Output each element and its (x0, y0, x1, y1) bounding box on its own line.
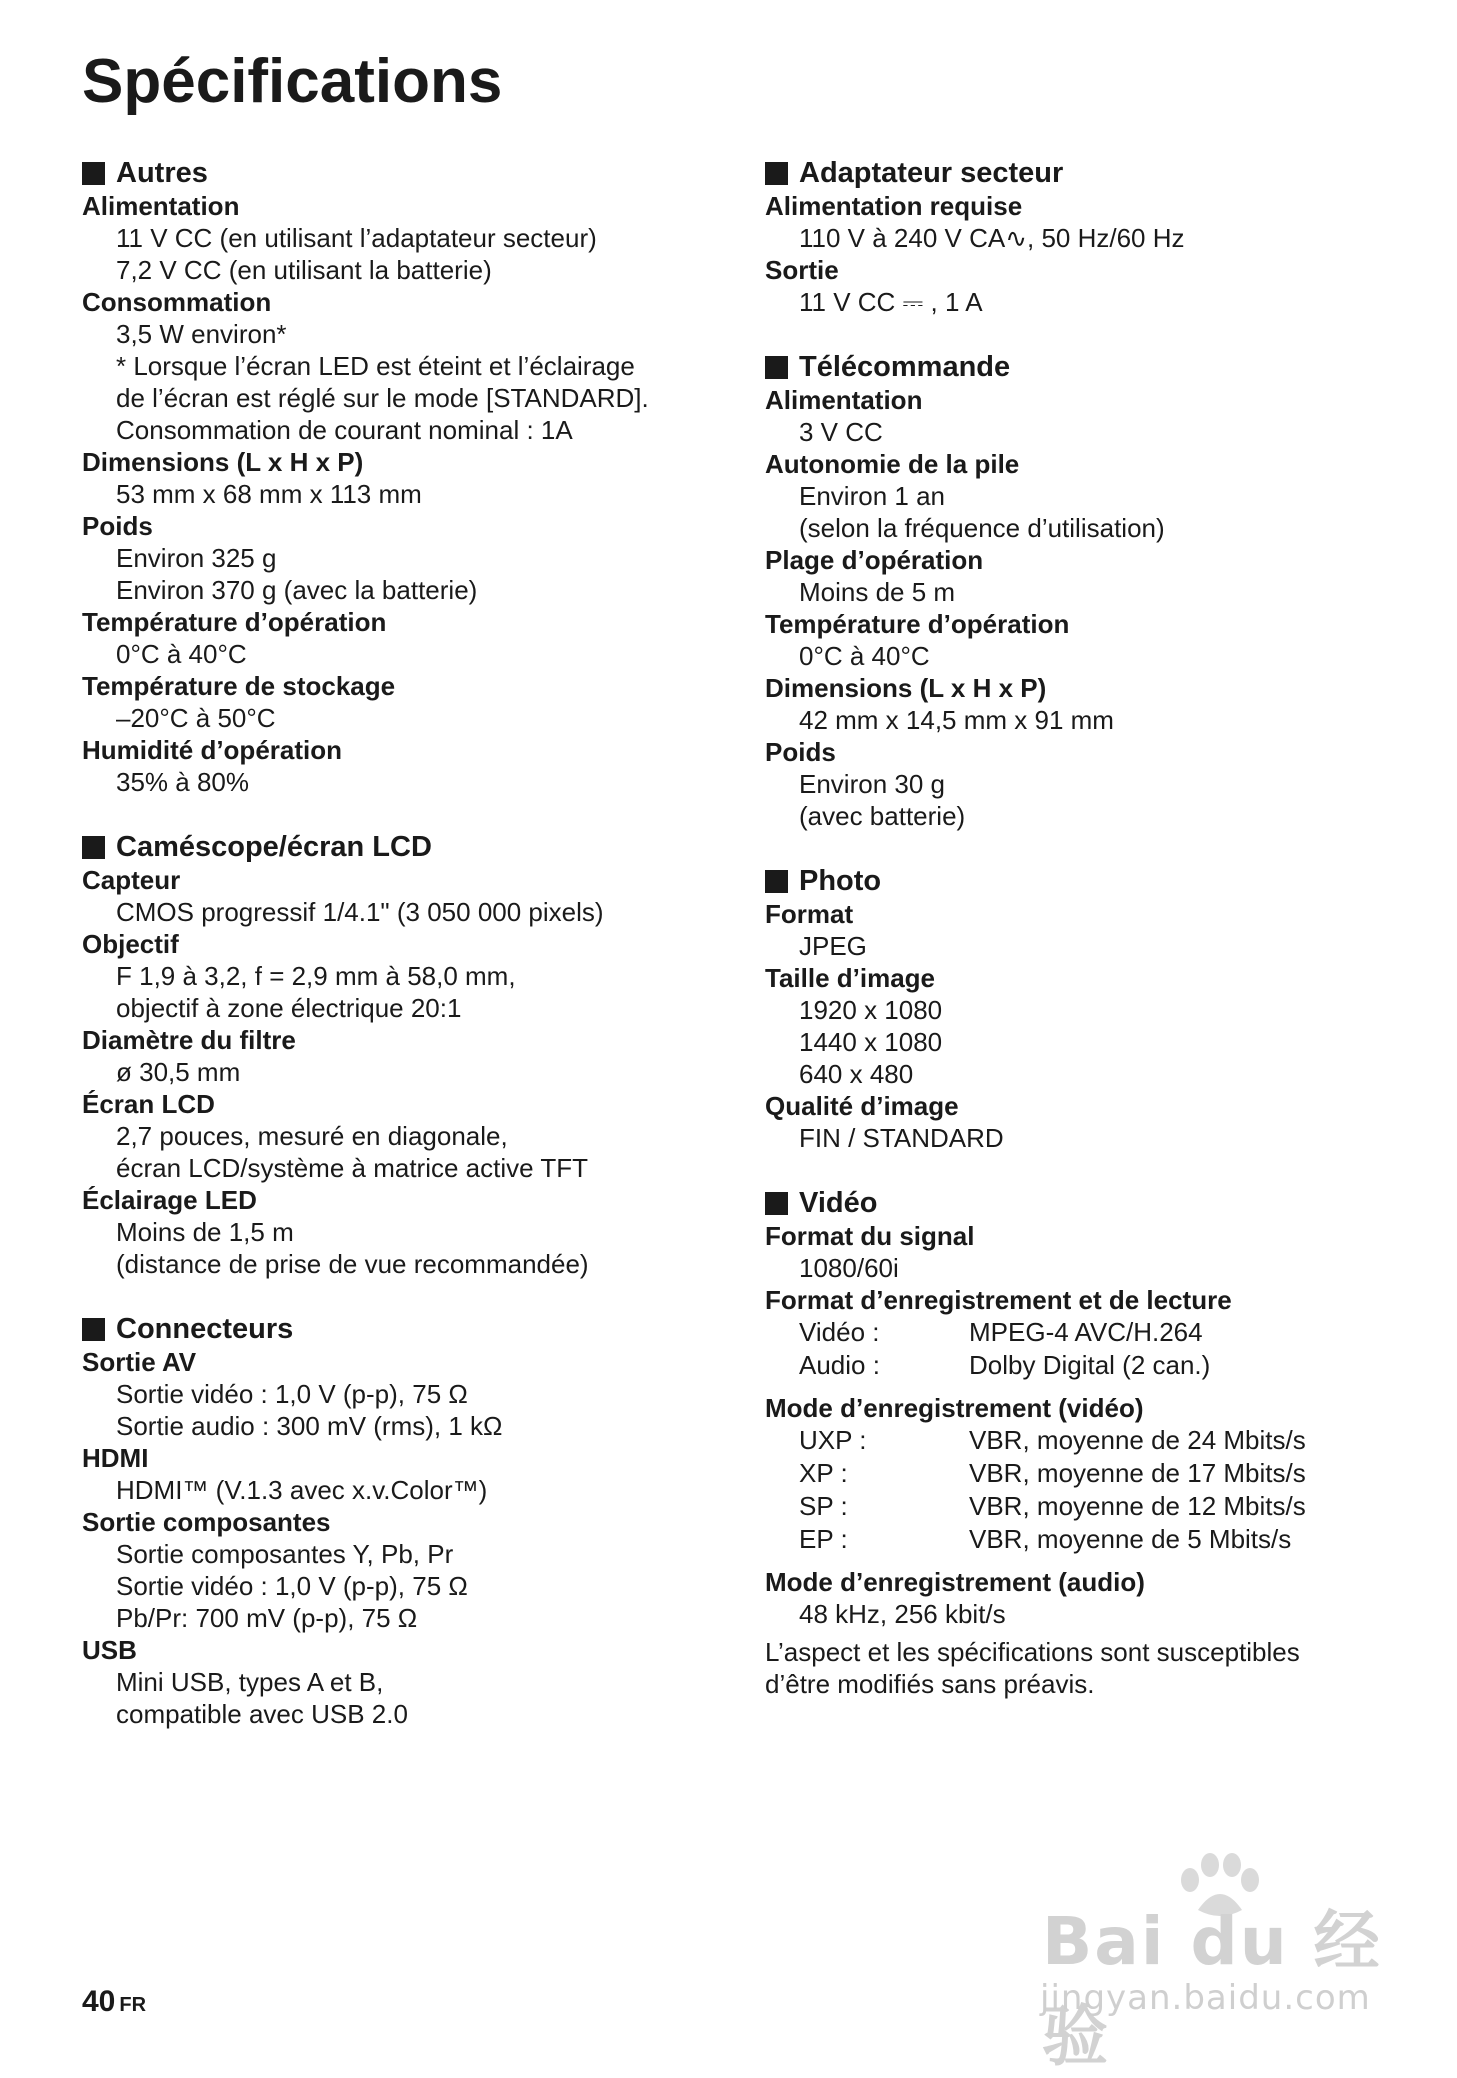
section-heading-text: Adaptateur secteur (799, 157, 1064, 189)
spec-value: 11 V CC (en utilisant l’adaptateur secteur) (116, 223, 597, 253)
section-heading-text: Photo (799, 865, 882, 897)
section-heading-text: Connecteurs (116, 1313, 294, 1345)
spec-value: 110 V à 240 V CA∿, 50 Hz/60 Hz (799, 223, 1185, 253)
section-video (765, 1186, 1405, 1700)
spec-label: Dimensions (L x H x P) (765, 673, 1047, 703)
spec-label: Éclairage LED (82, 1185, 257, 1215)
spec-value: Sortie composantes Y, Pb, Pr (116, 1539, 454, 1569)
notice-line: d’être modifiés sans préavis. (765, 1669, 1095, 1699)
watermark-brand: Bai du 经验 (1042, 1903, 1382, 2075)
spec-value: Moins de 5 m (799, 577, 956, 607)
section-heading-text: Caméscope/écran LCD (116, 831, 432, 863)
kv-row (765, 1424, 1405, 1457)
spec-label: Sortie composantes (82, 1507, 331, 1537)
spec-label: Sortie (765, 255, 839, 285)
spec-label: Format (765, 899, 854, 929)
spec-label: Température d’opération (765, 609, 1070, 639)
spec-value: compatible avec USB 2.0 (116, 1699, 408, 1729)
section-heading (765, 864, 1405, 898)
spec-label: Format du signal (765, 1221, 975, 1251)
square-bullet-icon (765, 1192, 788, 1215)
square-bullet-icon (82, 836, 105, 859)
spec-value: objectif à zone électrique 20:1 (116, 993, 462, 1023)
spec-value: Environ 30 g (799, 769, 945, 799)
kv-row (765, 1349, 1405, 1382)
spec-label: Dimensions (L x H x P) (82, 447, 364, 477)
spec-section (82, 830, 722, 1280)
kv-row (765, 1316, 1405, 1349)
section-heading (765, 156, 1405, 190)
spec-value: 11 V CC ⎓ , 1 A (799, 287, 983, 317)
kv-row (765, 1490, 1405, 1523)
spec-value: * Lorsque l’écran LED est éteint et l’éclairage (116, 351, 635, 381)
spec-label: Température de stockage (82, 671, 396, 701)
spec-value: 3 V CC (799, 417, 883, 447)
square-bullet-icon (82, 1318, 105, 1341)
spec-value: Environ 370 g (avec la batterie) (116, 575, 478, 605)
page-footer (82, 1985, 146, 2019)
spec-label: Taille d’image (765, 963, 936, 993)
spec-label: Mode d’enregistrement (audio) (765, 1567, 1145, 1597)
spec-section (765, 350, 1405, 832)
notice-line: L’aspect et les spécifications sont susceptibles (765, 1637, 1300, 1667)
spec-value: ø 30,5 mm (116, 1057, 241, 1087)
kv-key: XP : (799, 1458, 848, 1488)
watermark (1030, 1840, 1410, 2075)
spec-value: FIN / STANDARD (799, 1123, 1004, 1153)
spec-label: Poids (765, 737, 836, 767)
spec-value: Pb/Pr: 700 mV (p-p), 75 Ω (116, 1603, 418, 1633)
spec-label: Format d’enregistrement et de lecture (765, 1285, 1232, 1315)
spec-value: F 1,9 à 3,2, f = 2,9 mm à 58,0 mm, (116, 961, 516, 991)
spec-value: 0°C à 40°C (116, 639, 247, 669)
kv-value: MPEG-4 AVC/H.264 (969, 1317, 1203, 1347)
kv-key: EP : (799, 1524, 848, 1554)
spec-value: 35% à 80% (116, 767, 249, 797)
spec-value: Sortie vidéo : 1,0 V (p-p), 75 Ω (116, 1379, 468, 1409)
page-title: Spécifications (82, 47, 503, 116)
spec-value: 53 mm x 68 mm x 113 mm (116, 479, 422, 509)
spec-value: 1920 x 1080 (799, 995, 943, 1025)
spec-label: Objectif (82, 929, 179, 959)
spec-label: Alimentation requise (765, 191, 1023, 221)
spec-label: Température d’opération (82, 607, 387, 637)
kv-value: Dolby Digital (2 can.) (969, 1350, 1211, 1380)
spec-value: écran LCD/système à matrice active TFT (116, 1153, 588, 1183)
section-heading-text: Vidéo (799, 1187, 878, 1219)
spec-value: 48 kHz, 256 kbit/s (799, 1599, 1006, 1629)
right-simple-sections (765, 156, 1405, 1154)
kv-row (765, 1457, 1405, 1490)
spec-value: Environ 1 an (799, 481, 945, 511)
spec-value: Sortie audio : 300 mV (rms), 1 kΩ (116, 1411, 503, 1441)
spec-label: Alimentation (82, 191, 240, 221)
watermark-url: jingyan.baidu.com (1040, 1978, 1371, 2018)
spec-value: (selon la fréquence d’utilisation) (799, 513, 1165, 543)
spec-label: Diamètre du filtre (82, 1025, 296, 1055)
spec-label: USB (82, 1635, 137, 1665)
spec-label: Mode d’enregistrement (vidéo) (765, 1393, 1144, 1423)
spec-section (765, 864, 1405, 1154)
spec-value: –20°C à 50°C (116, 703, 276, 733)
section-heading (765, 350, 1405, 384)
spec-label: Qualité d’image (765, 1091, 959, 1121)
spec-label: HDMI (82, 1443, 149, 1473)
kv-key: SP : (799, 1491, 848, 1521)
spec-value: (avec batterie) (799, 801, 966, 831)
spec-value: Mini USB, types A et B, (116, 1667, 384, 1697)
spec-label: Capteur (82, 865, 181, 895)
spec-value: JPEG (799, 931, 867, 961)
spec-value: 3,5 W environ* (116, 319, 287, 349)
spec-value: Sortie vidéo : 1,0 V (p-p), 75 Ω (116, 1571, 468, 1601)
spec-value: HDMI™ (V.1.3 avec x.v.Color™) (116, 1475, 488, 1505)
spec-label: Consommation (82, 287, 272, 317)
spec-value: Moins de 1,5 m (116, 1217, 294, 1247)
kv-value: VBR, moyenne de 24 Mbits/s (969, 1425, 1306, 1455)
left-column (82, 156, 722, 1762)
spec-value: 1080/60i (799, 1253, 899, 1283)
kv-key: Audio : (799, 1350, 880, 1380)
spec-label: Alimentation (765, 385, 923, 415)
spec-value: 2,7 pouces, mesuré en diagonale, (116, 1121, 508, 1151)
language-code: FR (119, 1994, 147, 2016)
section-heading-text: Autres (116, 157, 208, 189)
spec-value: CMOS progressif 1/4.1" (3 050 000 pixels) (116, 897, 604, 927)
kv-value: VBR, moyenne de 12 Mbits/s (969, 1491, 1306, 1521)
kv-key: Vidéo : (799, 1317, 880, 1347)
spec-label: Écran LCD (82, 1089, 215, 1119)
square-bullet-icon (765, 162, 788, 185)
spec-value: 7,2 V CC (en utilisant la batterie) (116, 255, 492, 285)
spec-value: Environ 325 g (116, 543, 277, 573)
kv-value: VBR, moyenne de 17 Mbits/s (969, 1458, 1306, 1488)
section-heading (82, 830, 722, 864)
spec-section (82, 156, 722, 798)
spec-value: 0°C à 40°C (799, 641, 930, 671)
spec-value: de l’écran est réglé sur le mode [STANDARD]. (116, 383, 649, 413)
spec-value: 1440 x 1080 (799, 1027, 943, 1057)
spec-label: Plage d’opération (765, 545, 984, 575)
rec-format-rows (765, 1316, 1405, 1382)
square-bullet-icon (765, 870, 788, 893)
section-heading (82, 1312, 722, 1346)
spec-label: Humidité d’opération (82, 735, 342, 765)
kv-row (765, 1523, 1405, 1556)
spec-section (82, 1312, 722, 1730)
spec-label: Sortie AV (82, 1347, 197, 1377)
page-number: 40 (82, 1985, 116, 2018)
notice (765, 1636, 1405, 1700)
spec-section (765, 156, 1405, 318)
spec-value: Consommation de courant nominal : 1A (116, 415, 573, 445)
kv-value: VBR, moyenne de 5 Mbits/s (969, 1524, 1292, 1554)
right-column (765, 156, 1405, 1732)
section-heading (765, 1186, 1405, 1220)
spec-value: 42 mm x 14,5 mm x 91 mm (799, 705, 1114, 735)
kv-key: UXP : (799, 1425, 867, 1455)
spec-label: Autonomie de la pile (765, 449, 1020, 479)
section-heading (82, 156, 722, 190)
section-heading-text: Télécommande (799, 351, 1011, 383)
square-bullet-icon (82, 162, 105, 185)
spec-value: 640 x 480 (799, 1059, 914, 1089)
rec-mode-rows (765, 1424, 1405, 1556)
square-bullet-icon (765, 356, 788, 379)
spec-label: Poids (82, 511, 153, 541)
spec-value: (distance de prise de vue recommandée) (116, 1249, 589, 1279)
